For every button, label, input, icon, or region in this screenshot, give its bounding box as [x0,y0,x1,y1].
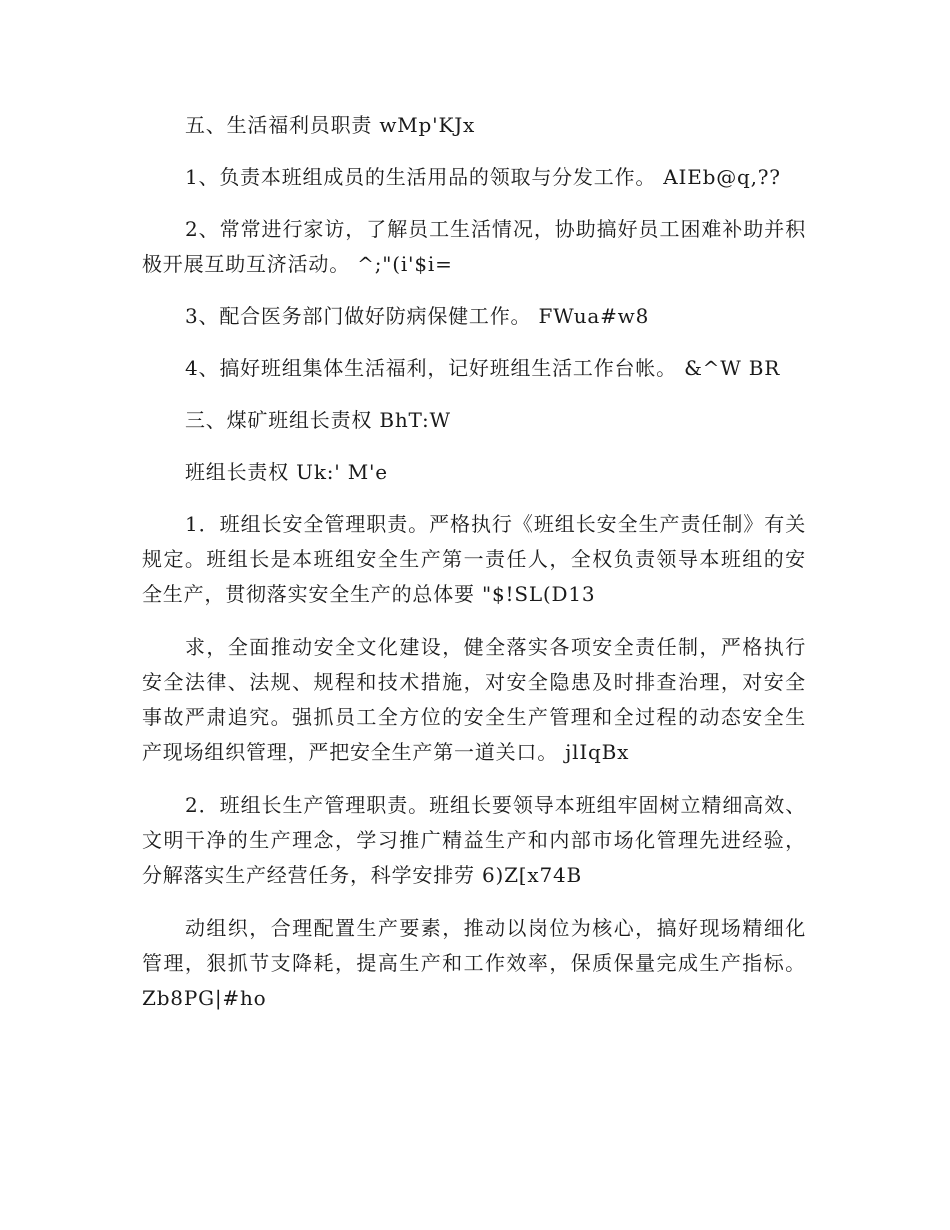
production-duty-paragraph: 2．班组长生产管理职责。班组长要领导本班组牢固树立精细高效、文明干净的生产理念，学习推广精益生产和内部市场化管理先进经验，分解落实生产经营任务，科学安排劳 6)Z[x74B [142,793,806,887]
section-heading-team-leader: 三、煤矿班组长责权 BhT:W [185,408,451,432]
document-body [142,108,806,1033]
welfare-item-4: 4、搞好班组集体生活福利，记好班组生活工作台帐。 &^W BR [185,356,781,380]
safety-duty-paragraph: 1．班组长安全管理职责。严格执行《班组长安全生产责任制》有关规定。班组长是本班组安全生产第一责任人，全权负责领导本班组的安全生产，贯彻落实安全生产的总体要 "$!SL(D13 [142,512,806,606]
welfare-item-2: 2、常常进行家访，了解员工生活情况，协助搞好员工困难补助并积极开展互助互济活动。 ^;"(i'$i= [142,217,806,276]
safety-duty-continuation: 求，全面推动安全文化建设，健全落实各项安全责任制，严格执行安全法律、法规、规程和技术措施，对安全隐患及时排查治理，对安全事故严肃追究。强抓员工全方位的安全生产管理和全过程的动态安全生产现场组织管理，严把安全生产第一道关口。 jlIqBx [142,635,806,764]
welfare-item-1: 1、负责本班组成员的生活用品的领取与分发工作。 AIEb@q,?? [185,165,781,189]
subheading-team-leader-rights: 班组长责权 Uk:' M'e [185,460,388,484]
production-duty-continuation: 动组织，合理配置生产要素，推动以岗位为核心，搞好现场精细化管理，狠抓节支降耗，提高生产和工作效率，保质保量完成生产指标。 Zb8PG|#ho [142,916,806,1010]
section-heading-welfare: 五、生活福利员职责 wMp'KJx [185,113,476,137]
welfare-item-3: 3、配合医务部门做好防病保健工作。 FWua#w8 [185,304,650,328]
